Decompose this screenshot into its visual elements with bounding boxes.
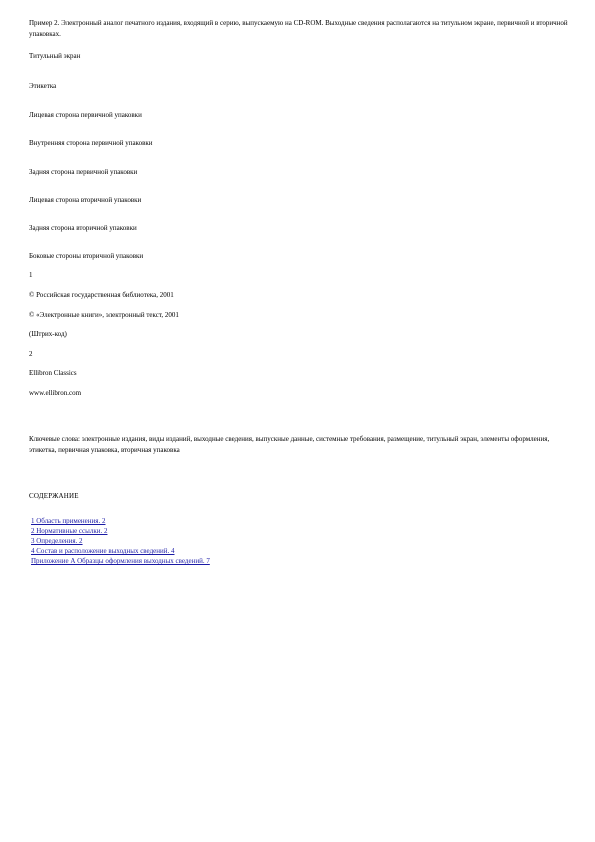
toc-link-references[interactable]: 2 Нормативные ссылки. 2 xyxy=(31,527,108,535)
marker-2: 2 xyxy=(29,350,33,358)
label-title-screen: Титульный экран xyxy=(29,52,81,60)
table-of-contents xyxy=(31,516,210,566)
label-primary-inner: Внутренняя сторона первичной упаковки xyxy=(29,139,153,147)
label-secondary-back: Задняя сторона вторичной упаковки xyxy=(29,224,137,232)
label-secondary-sides: Боковые стороны вторичной упаковки xyxy=(29,252,144,260)
keywords-paragraph: Ключевые слова: электронные издания, виды изданий, выходные сведения, выпускные данные, системные требования, размещение, титульный экран, элементы оформления, этикетка, первичная упаковка, вторичная упаковка xyxy=(29,435,550,454)
label-primary-back: Задняя сторона первичной упаковки xyxy=(29,168,138,176)
toc-link-appendix-a[interactable]: Приложение А Образцы оформления выходных сведений. 7 xyxy=(31,557,210,565)
copyright-rgb: © Российская государственная библиотека, 2001 xyxy=(29,291,174,299)
intro-paragraph: Пример 2. Электронный аналог печатного издания, входящий в серию, выпускаемую на CD-ROM. Выходные сведения располагаются на титульном экране, первичной и вторичной упаковках. xyxy=(29,19,568,38)
label-secondary-front: Лицевая сторона вторичной упаковки xyxy=(29,196,142,204)
marker-1: 1 xyxy=(29,271,33,279)
toc-link-composition[interactable]: 4 Состав и расположение выходных сведений. 4 xyxy=(31,547,175,555)
publisher-url: www.ellibron.com xyxy=(29,389,82,397)
label-sticker: Этикетка xyxy=(29,82,57,90)
toc-title: СОДЕРЖАНИЕ xyxy=(29,492,79,500)
toc-link-definitions[interactable]: 3 Определения. 2 xyxy=(31,537,83,545)
copyright-ebooks: © «Электронные книги», электронный текст, 2001 xyxy=(29,311,179,319)
toc-link-scope[interactable]: 1 Область применения. 2 xyxy=(31,517,106,525)
publisher-name: Ellibron Classics xyxy=(29,369,77,377)
barcode-placeholder: (Штрих-код) xyxy=(29,330,67,338)
label-primary-front: Лицевая сторона первичной упаковки xyxy=(29,111,142,119)
